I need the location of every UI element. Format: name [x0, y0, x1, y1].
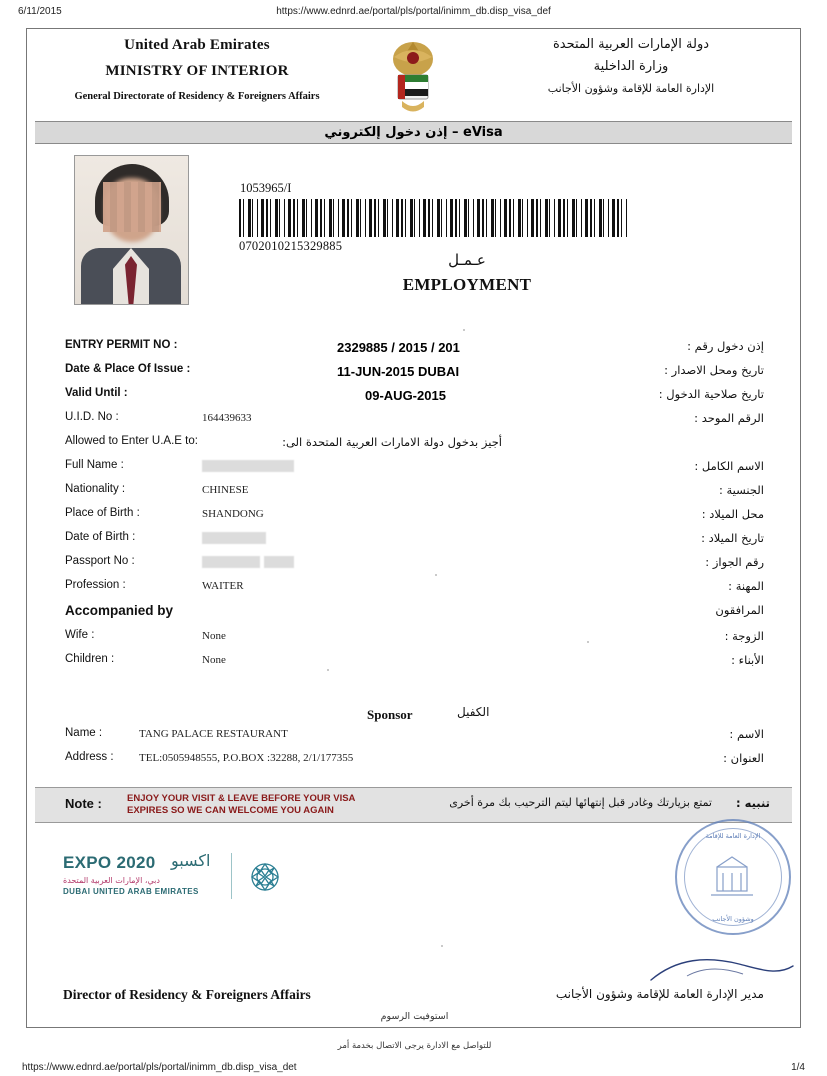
stamp-bottom-text: وشؤون الأجانب — [712, 915, 754, 923]
field-label-ar: الجنسية : — [718, 483, 764, 497]
field-value: 164439633 — [202, 412, 252, 424]
field-label-en: Nationality : — [65, 483, 126, 495]
field-value: WAITER — [202, 580, 244, 592]
field-row — [27, 363, 802, 387]
field-label-en: Full Name : — [65, 459, 124, 471]
field-row — [27, 507, 802, 531]
field-value: CHINESE — [202, 484, 249, 496]
note-text-ar: تمتع بزيارتك وغادر قبل إنتهائها ليتم الترحيب بك مرة أخرى — [449, 796, 712, 809]
stamp-top-text: الإدارة العامة للإقامة — [705, 832, 761, 840]
note-label-en: Note : — [65, 796, 102, 811]
field-label-ar: المهنة : — [728, 579, 764, 593]
fees-note-ar: استوفيت الرسوم — [380, 1011, 449, 1022]
barcode-image — [239, 199, 627, 237]
field-label-ar: تاريخ صلاحية الدخول : — [658, 387, 764, 401]
barcode-number-text: 0702010215329885 — [239, 239, 343, 253]
visa-type-english: EMPLOYMENT — [402, 275, 532, 294]
field-label-en: Address : — [65, 751, 114, 763]
field-label-en: Passport No : — [65, 555, 135, 567]
sponsor-fields — [27, 727, 802, 775]
field-row — [27, 629, 802, 653]
directorate-name-en: General Directorate of Residency & Foreigners Affairs — [74, 91, 320, 102]
field-row — [27, 555, 802, 579]
field-label-en: ENTRY PERMIT NO : — [65, 339, 178, 351]
field-value: TANG PALACE RESTAURANT — [139, 728, 288, 740]
field-row — [27, 531, 802, 555]
field-label-ar: إذن دخول رقم : — [687, 339, 764, 353]
expo-name-ar: اكسبو — [171, 851, 211, 870]
field-row — [27, 727, 802, 751]
field-label-en: Date of Birth : — [65, 531, 136, 543]
director-title-ar: مدير الإدارة العامة للإقامة وشؤون الأجانب — [555, 987, 764, 1001]
applicant-photo — [74, 155, 189, 305]
field-label-ar: الرقم الموحد : — [694, 411, 764, 425]
field-value: SHANDONG — [202, 508, 264, 520]
field-row — [27, 483, 802, 507]
field-label-ar: الأبناء : — [731, 653, 764, 667]
field-label-en: Place of Birth : — [65, 507, 140, 519]
accompanied-title-en: Accompanied by — [65, 603, 174, 618]
directorate-name-ar: الإدارة العامة للإقامة وشؤون الأجانب — [547, 82, 715, 95]
field-label-en: Allowed to Enter U.A.E to: — [65, 435, 198, 447]
official-stamp — [675, 819, 791, 935]
director-title-en: Director of Residency & Foreigners Affairs — [63, 987, 311, 1002]
print-header-url: https://www.ednrd.ae/portal/pls/portal/inimm_db.disp_visa_def — [276, 6, 551, 17]
masthead-english — [27, 37, 367, 102]
field-row — [27, 579, 802, 603]
visa-document — [26, 28, 801, 1051]
note-text-line2: EXPIRES SO WE CAN WELCOME YOU AGAIN — [127, 805, 334, 816]
field-label-en: U.I.D. No : — [65, 411, 119, 423]
note-bar — [35, 787, 792, 823]
field-label-ar: الاسم : — [729, 727, 764, 741]
visa-type-arabic: عـمـل — [448, 251, 486, 269]
field-value: None — [202, 654, 226, 666]
print-date: 6/11/2015 — [18, 6, 62, 17]
field-row — [27, 751, 802, 775]
sponsor-title-en: Sponsor — [367, 707, 413, 722]
field-value: 09-AUG-2015 — [365, 388, 446, 403]
expo-sub-ar: دبي، الإمارات العربية المتحدة — [63, 876, 160, 885]
field-label-ar: أجيز بدخول دولة الامارات العربية المتحدة الى: — [282, 435, 502, 449]
field-label-en: Children : — [65, 653, 115, 665]
masthead-arabic — [466, 37, 796, 95]
accompanied-header — [27, 603, 802, 629]
field-row — [27, 653, 802, 677]
field-row — [27, 387, 802, 411]
country-name-ar: دولة الإمارات العربية المتحدة — [552, 37, 710, 52]
ministry-name-en: MINISTRY OF INTERIOR — [105, 63, 289, 79]
field-label-en: Profession : — [65, 579, 126, 591]
fields-section — [27, 339, 802, 677]
field-value: 11-JUN-2015 DUBAI — [337, 364, 460, 379]
note-label-ar: تنبيه : — [736, 796, 770, 810]
field-label-en: Date & Place Of Issue : — [65, 363, 191, 375]
note-text-en — [127, 793, 355, 817]
signature-mark — [647, 954, 797, 988]
contact-note-ar: للتواصل مع الادارة يرجى الاتصال بخدمة أمر — [337, 1041, 492, 1051]
field-value: TEL:0505948555, P.O.BOX :32288, 2/1/177355 — [139, 752, 354, 764]
print-footer-url: https://www.ednrd.ae/portal/pls/portal/inimm_db.disp_visa_det — [22, 1062, 297, 1073]
accompanied-title-ar: المرافقون — [715, 603, 764, 617]
field-label-en: Wife : — [65, 629, 95, 641]
permit-serial-number: 1053965/I — [240, 181, 292, 195]
note-text-line1: ENJOY YOUR VISIT & LEAVE BEFORE YOUR VISA — [127, 793, 356, 804]
field-label-ar: تاريخ الميلاد : — [701, 531, 764, 545]
expo-sub-en: DUBAI UNITED ARAB EMIRATES — [63, 887, 199, 896]
uae-emblem-icon — [382, 33, 444, 115]
field-row — [27, 435, 802, 459]
field-value-redacted — [202, 460, 294, 472]
field-label-en: Valid Until : — [65, 387, 128, 399]
document-masthead — [27, 29, 800, 119]
ministry-name-ar: وزارة الداخلية — [593, 59, 669, 74]
field-label-ar: العنوان : — [723, 751, 764, 765]
field-value: 2329885 / 2015 / 201 — [337, 340, 460, 355]
print-page-number: 1/4 — [791, 1062, 805, 1073]
field-label-ar: رقم الجواز : — [705, 555, 764, 569]
print-header — [0, 6, 827, 22]
country-name-en: United Arab Emirates — [124, 37, 270, 53]
field-value: None — [202, 630, 226, 642]
field-row — [27, 459, 802, 483]
expo-2020-logo — [63, 851, 293, 909]
field-value-redacted — [202, 556, 294, 568]
field-row — [27, 411, 802, 435]
field-label-ar: الاسم الكامل : — [694, 459, 764, 473]
field-label-ar: تاريخ ومحل الاصدار : — [664, 363, 764, 377]
field-label-en: Name : — [65, 727, 103, 739]
sponsor-title-ar: الكفيل — [457, 705, 490, 719]
expo-ring-icon — [245, 857, 285, 897]
evisa-title-bar: إذن دخول إلكتروني – eVisa — [35, 121, 792, 144]
field-value-redacted — [202, 532, 266, 544]
field-label-ar: الزوجة : — [724, 629, 764, 643]
field-label-ar: محل الميلاد : — [701, 507, 764, 521]
field-row — [27, 339, 802, 363]
expo-name-en: EXPO 2020 — [63, 853, 156, 872]
